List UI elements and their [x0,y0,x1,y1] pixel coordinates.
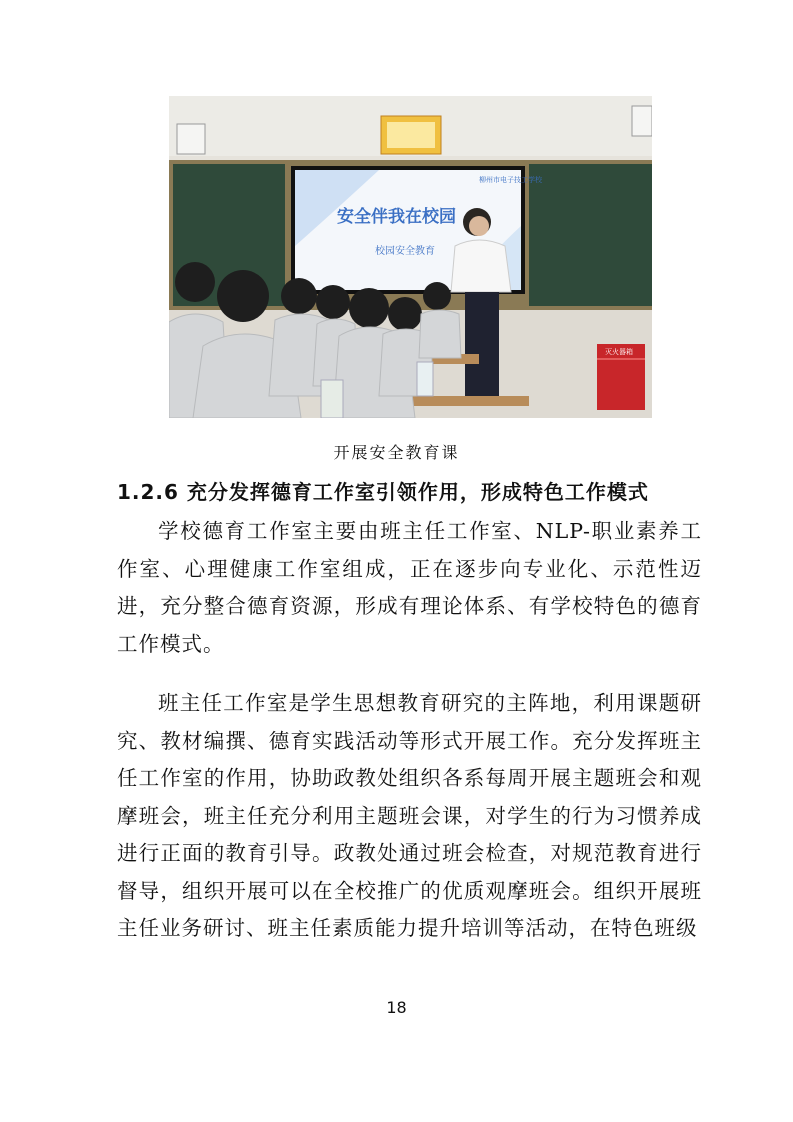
classroom-illustration [169,96,652,418]
screen-subtitle-text: 校园安全教育 [375,246,435,257]
page-number: 18 [386,998,407,1017]
paragraph-2: 班主任工作室是学生思想教育研究的主阵地，利用课题研究、教材编撰、德育实践活动等形式开展工作。充分发挥班主任工作室的作用，协助政教处组织各系每周开展主题班会和观摩班会，班主任充分利用主题班会课，对学生的行为习惯养成进行正面的教育引导。政教处通过班会检查，对规范教育进行督导，组织开展可以在全校推广的优质观摩班会。组织开展班主任业务研讨、班主任素质能力提升培训等活动，在特色班级 [117,691,702,940]
fire-box-label: 灭火器箱 [605,348,633,356]
screen-title-text: 安全伴我在校园 [337,207,456,227]
screen-header-text: 柳州市电子技工学校 [479,176,542,184]
section-heading: 1.2.6 充分发挥德育工作室引领作用，形成特色工作模式 [117,480,649,504]
classroom-photo [169,96,652,418]
photo-caption: 开展安全教育课 [333,443,460,462]
paragraph-1: 学校德育工作室主要由班主任工作室、NLP-职业素养工作室、心理健康工作室组成，正在逐步向专业化、示范性迈进，充分整合德育资源，形成有理论体系、有学校特色的德育工作模式。 [117,519,702,656]
